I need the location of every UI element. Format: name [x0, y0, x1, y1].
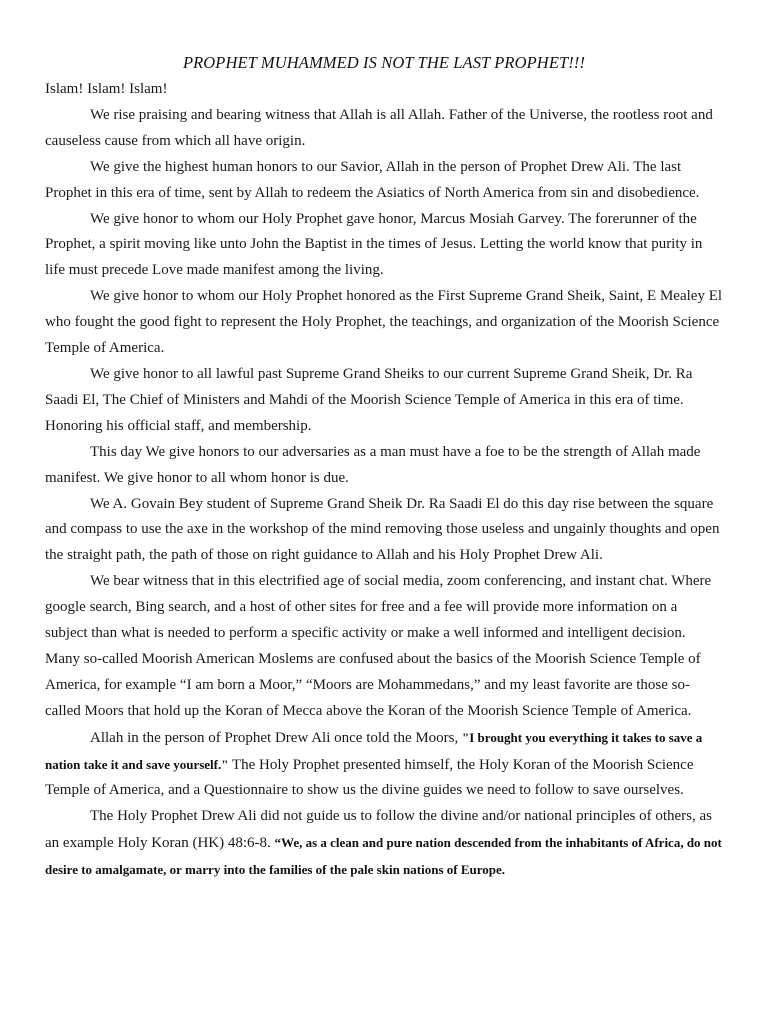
document-page: [45, 52, 723, 884]
paragraph-save-nation-rest: The Holy Prophet presented himself, the Holy Koran of the Moorish Science Temple of America, and a Questionnaire to show us the divine guides we need to follow to save ourselves.: [45, 756, 694, 799]
paragraph-praise: We rise praising and bearing witness that Allah is all Allah. Father of the Universe, the rootless root and causeless cause from which all have origin.: [45, 106, 713, 149]
paragraph-social-media: We bear witness that in this electrified age of social media, zoom conferencing, and instant chat. Where google search, Bing search, and a host of other sites for free and a fee will provide more information on a subject than what is needed to perform a specific activity or make a well informed and intelligent decision. Many so-called Moorish American Moslems are confused about the basics of the Moorish Science Temple of America, for example “I am born a Moor,” “Moors are Mohammedans,” and my least favorite are those so-called Moors that hold up the Koran of Mecca above the Koran of the Moorish Science Temple of America.: [45, 573, 712, 719]
prophet-quote: "I brought you everything it takes to save a nation take it and save yourself.": [45, 729, 703, 772]
paragraph-save-nation-intro: Allah in the person of Prophet Drew Ali once told the Moors,: [90, 729, 463, 746]
paragraph-adversaries: This day We give honors to our adversaries as a man must have a foe to be the strength of Allah made manifest. We give honor to all whom honor is due.: [45, 443, 701, 486]
paragraph-first-sheik: We give honor to whom our Holy Prophet honored as the First Supreme Grand Sheik, Saint, E Mealey El who fought the good fight to represent the Holy Prophet, the teachings, and organization of the Moorish Science Temple of America.: [45, 288, 723, 357]
paragraph-divine-principles: [45, 804, 723, 884]
opening-line: Islam! Islam! Islam!: [45, 81, 168, 97]
paragraph-garvey: We give honor to whom our Holy Prophet gave honor, Marcus Mosiah Garvey. The forerunner of the Prophet, a spirit moving like unto John the Baptist in the times of Jesus. Letting the world know that purity in life must precede Love made manifest among the living.: [45, 210, 703, 279]
paragraph-student: We A. Govain Bey student of Supreme Grand Sheik Dr. Ra Saadi El do this day rise between the square and compass to use the axe in the workshop of the mind removing those useless and ungainly thoughts and open the straight path, the path of those on right guidance to Allah and his Holy Prophet Drew Ali.: [45, 495, 720, 564]
koran-quote: “We, as a clean and pure nation descended from the inhabitants of Africa, do not desire to amalgamate, or marry into the families of the pale skin nations of Europe.: [45, 835, 722, 878]
document-title: PROPHET MUHAMMED IS NOT THE LAST PROPHET!!!: [182, 53, 586, 72]
paragraph-past-sheiks: We give honor to all lawful past Supreme Grand Sheiks to our current Supreme Grand Sheik, Dr. Ra Saadi El, The Chief of Ministers and Mahdi of the Moorish Science Temple of America in this era of time. Honoring his official staff, and membership.: [45, 365, 693, 434]
paragraph-savior: We give the highest human honors to our Savior, Allah in the person of Prophet Drew Ali. The last Prophet in this era of time, sent by Allah to redeem the Asiatics of North America from sin and disobedience.: [45, 158, 700, 201]
paragraph-save-nation: [45, 725, 723, 805]
paragraph-divine-principles-intro: The Holy Prophet Drew Ali did not guide us to follow the divine and/or national principles of others, as an example Holy Koran (HK) 48:6-8.: [45, 808, 712, 852]
